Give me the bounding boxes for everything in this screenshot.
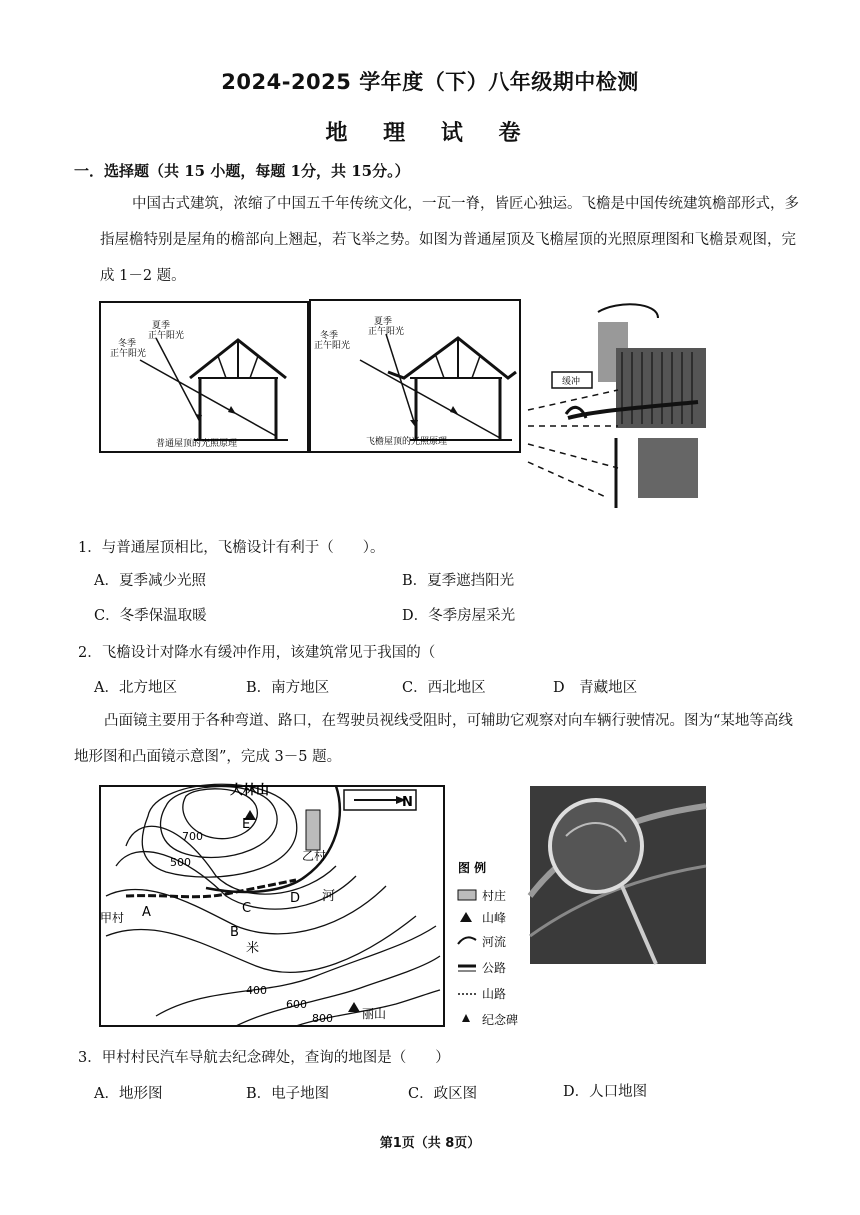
peak-lishan: 丽山 [362, 1007, 387, 1021]
q3-option-b[interactable]: B．电子地图 [246, 1086, 330, 1102]
contour-500: 500 [170, 856, 191, 869]
left-winter-label: 冬季 [118, 339, 137, 349]
point-c: C [242, 901, 252, 916]
legend-trail: 山路 [482, 987, 507, 1001]
point-b: B [230, 925, 239, 940]
q2-option-a[interactable]: A．北方地区 [94, 680, 177, 696]
peak-dalinshan: 大林山 [230, 783, 270, 798]
q2-option-b[interactable]: B．南方地区 [246, 680, 330, 696]
left-summer-label-2: 正午阳光 [148, 331, 185, 341]
question-1-stem: 1．与普通屋顶相比，飞檐设计有利于（ ）。 [78, 540, 385, 556]
subject-title: 地 理 试 卷 [325, 121, 535, 146]
right-summer-label: 夏季 [374, 317, 393, 327]
point-a: A [142, 905, 151, 920]
q3-option-d[interactable]: D．人口地图 [563, 1084, 648, 1100]
figure-roof-lighting [98, 298, 710, 512]
ordinary-roof-diagram [100, 302, 308, 452]
right-winter-label: 冬季 [320, 331, 339, 341]
legend-village: 村庄 [482, 889, 507, 903]
rice-label: 米 [246, 941, 260, 956]
right-caption: 飞檐屋顶的光照原理 [366, 437, 448, 447]
q2-option-d[interactable]: D 青藏地区 [553, 680, 638, 696]
q1-option-c[interactable]: C．冬季保温取暖 [94, 608, 207, 624]
figure-contour-map [96, 776, 708, 1032]
exam-title: 2024-2025 学年度（下）八年级期中检测 [221, 70, 639, 94]
eave-photo [528, 304, 706, 508]
right-winter-label-2: 正午阳光 [314, 341, 351, 351]
contour-700: 700 [182, 830, 203, 843]
flying-eave-diagram [310, 300, 520, 452]
passage-1: 中国古式建筑，浓缩了中国五千年传统文化，一瓦一脊，皆匠心独运。飞檐是中国传统建筑檐部形式，多指屋檐特别是屋角的檐部向上翘起，若飞举之势。如图为普通屋顶及飞檐屋顶的光照原理图和飞檐景观图，完成 1－2 题。 [100, 196, 799, 284]
north-label: N [402, 795, 413, 810]
buffer-label: 缓冲 [562, 377, 581, 387]
contour-600: 600 [286, 998, 307, 1011]
page-number: 第1页（共 8页） [379, 1136, 481, 1151]
q3-option-a[interactable]: A．地形图 [94, 1086, 163, 1102]
section-heading: 一．选择题（共 15 小题，每题 1分，共 15分。） [74, 162, 410, 180]
legend-road: 公路 [482, 961, 507, 975]
convex-mirror-photo [530, 786, 706, 964]
map-legend [458, 860, 518, 1027]
left-summer-label: 夏季 [152, 321, 171, 331]
contour-800: 800 [312, 1012, 333, 1025]
passage-2: 凸面镜主要用于各种弯道、路口，在驾驶员视线受阻时，可辅助它观察对向车辆行驶情况。图为“某地等高线地形图和凸面镜示意图”，完成 3－5 题。 [74, 713, 793, 765]
left-caption: 普通屋顶的光照原理 [156, 439, 238, 449]
q1-option-d[interactable]: D．冬季房屋采光 [402, 608, 516, 624]
q1-option-a[interactable]: A．夏季减少光照 [94, 573, 206, 589]
q3-option-c[interactable]: C．政区图 [408, 1086, 478, 1102]
question-3-stem: 3．甲村村民汽车导航去纪念碑处，查询的地图是（ ） [78, 1050, 450, 1066]
q2-option-c[interactable]: C．西北地区 [402, 680, 486, 696]
q1-option-b[interactable]: B．夏季遮挡阳光 [402, 573, 515, 589]
legend-river: 河流 [482, 935, 507, 949]
point-e: E [242, 817, 251, 832]
left-winter-label-2: 正午阳光 [110, 349, 147, 359]
contour-400: 400 [246, 984, 267, 997]
legend-monument: 纪念碑 [482, 1013, 519, 1027]
legend-title: 图 例 [458, 861, 487, 875]
point-d: D [290, 891, 301, 906]
question-2-stem: 2．飞檐设计对降水有缓冲作用，该建筑常见于我国的（ [78, 645, 436, 661]
river-label: 河 [322, 889, 336, 904]
right-summer-label-2: 正午阳光 [368, 327, 405, 337]
village-yi: 乙村 [302, 849, 327, 863]
legend-peak: 山峰 [482, 911, 507, 925]
village-jia: 甲村 [100, 911, 125, 925]
